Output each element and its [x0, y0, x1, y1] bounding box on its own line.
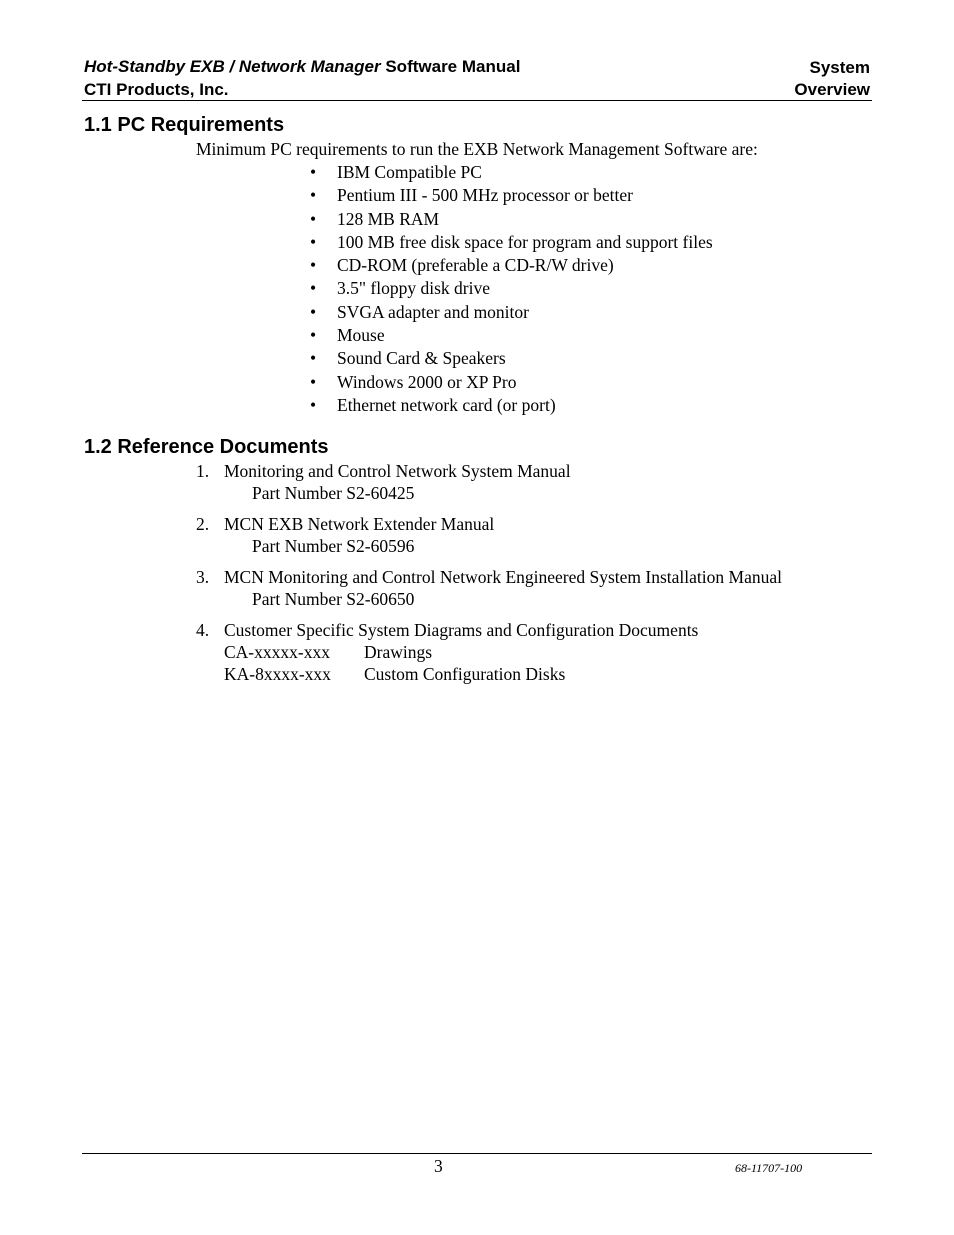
requirement-text: 128 MB RAM — [337, 208, 440, 229]
requirement-item — [308, 231, 713, 254]
requirement-text: Sound Card & Speakers — [337, 348, 506, 369]
manual-title — [84, 57, 520, 77]
pc-requirements-intro: Minimum PC requirements to run the EXB Network Management Software are: — [196, 139, 758, 159]
bullet-icon: • — [310, 278, 317, 299]
requirement-item — [308, 347, 713, 370]
requirement-text: CD-ROM (preferable a CD-R/W drive) — [337, 255, 614, 276]
footer-rule — [82, 1153, 872, 1154]
config-document-code: CA-xxxxx-xxx — [224, 642, 330, 662]
bullet-icon: • — [310, 301, 317, 322]
document-number: 68-11707-100 — [735, 1161, 803, 1175]
bullet-icon: • — [310, 255, 317, 276]
requirement-item — [308, 324, 713, 347]
requirement-text: SVGA adapter and monitor — [337, 301, 529, 322]
reference-number: 2. — [196, 514, 210, 534]
reference-part-number: Part Number S2-60425 — [252, 483, 415, 503]
page-number: 3 — [434, 1156, 443, 1176]
requirement-text: Pentium III - 500 MHz processor or better — [337, 185, 633, 206]
requirement-item — [308, 184, 713, 207]
reference-title: MCN EXB Network Extender Manual — [224, 514, 495, 534]
reference-item — [196, 460, 782, 504]
bullet-icon: • — [310, 185, 317, 206]
reference-item — [196, 513, 782, 557]
pc-requirements-heading: 1.1 PC Requirements — [84, 114, 285, 136]
config-document-row — [224, 641, 782, 663]
bullet-icon: • — [310, 394, 317, 415]
reference-documents-heading: 1.2 Reference Documents — [84, 436, 329, 458]
reference-item — [196, 566, 782, 610]
page-header — [82, 55, 872, 101]
requirement-item — [308, 161, 713, 184]
company-name: CTI Products, Inc. — [84, 80, 229, 99]
requirement-item — [308, 394, 713, 417]
requirement-text: Mouse — [337, 325, 385, 346]
reference-part-number: Part Number S2-60596 — [252, 536, 415, 556]
bullet-icon: • — [310, 208, 317, 229]
reference-title: Customer Specific System Diagrams and Configuration Documents — [224, 620, 699, 640]
bullet-icon: • — [310, 371, 317, 392]
bullet-icon: • — [310, 348, 317, 369]
section-name-line1: System — [809, 58, 870, 77]
config-document-description: Custom Configuration Disks — [364, 664, 566, 684]
config-document-description: Drawings — [364, 642, 433, 662]
reference-title: Monitoring and Control Network System Manual — [224, 461, 571, 481]
requirement-text: Windows 2000 or XP Pro — [337, 371, 517, 392]
requirement-item — [308, 208, 713, 231]
manual-title-product: Hot-Standby EXB / Network Manager — [84, 57, 381, 76]
manual-title-suffix: Software Manual — [385, 57, 521, 76]
requirement-item — [308, 277, 713, 300]
section-name-line2: Overview — [794, 80, 870, 99]
requirement-text: 3.5" floppy disk drive — [337, 278, 490, 299]
reference-title: MCN Monitoring and Control Network Engineered System Installation Manual — [224, 567, 782, 587]
pc-requirements-list — [308, 161, 713, 417]
config-document-row — [224, 663, 782, 685]
reference-documents-list — [196, 460, 782, 694]
requirement-item — [308, 301, 713, 324]
bullet-icon: • — [310, 325, 317, 346]
bullet-icon: • — [310, 231, 317, 252]
requirement-item — [308, 371, 713, 394]
requirement-text: IBM Compatible PC — [337, 162, 482, 182]
config-document-code: KA-8xxxx-xxx — [224, 664, 331, 684]
requirement-text: Ethernet network card (or port) — [337, 394, 556, 415]
reference-number: 1. — [196, 461, 210, 481]
reference-number: 4. — [196, 620, 210, 640]
requirement-item — [308, 254, 713, 277]
reference-number: 3. — [196, 567, 210, 587]
requirement-text: 100 MB free disk space for program and support files — [337, 231, 713, 252]
reference-part-number: Part Number S2-60650 — [252, 589, 415, 609]
reference-item — [196, 619, 782, 685]
bullet-icon: • — [310, 162, 317, 182]
